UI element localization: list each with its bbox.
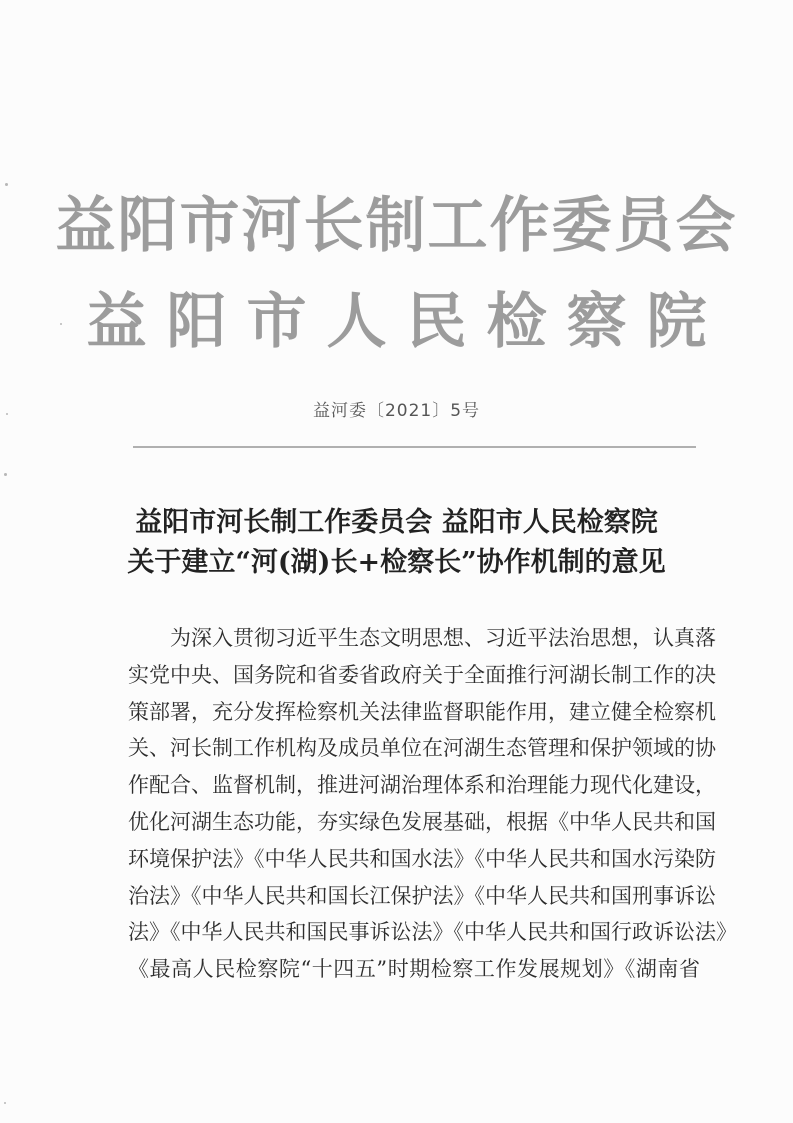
header-divider — [133, 446, 696, 448]
document-number: 益河委〔2021〕5号 — [312, 401, 481, 421]
body-paragraph — [128, 620, 737, 988]
body-line: 环境保护法》《中华人民共和国水法》《中华人民共和国水污染防 — [128, 846, 716, 871]
document-title-line-2: 关于建立“河(湖)长+检察长”协作机制的意见 — [127, 547, 666, 578]
body-line: 实党中央、国务院和省委省政府关于全面推行河湖长制工作的决 — [128, 662, 716, 687]
scan-speck — [4, 473, 7, 476]
issuing-org-heading-2: 益阳市人民检察院 — [86, 287, 727, 357]
body-line: 优化河湖生态功能，夯实绿色发展基础，根据《中华人民共和国 — [128, 809, 716, 834]
body-line: 关、河长制工作机构及成员单位在河湖生态管理和保护领域的协 — [128, 736, 716, 761]
body-line: 治法》《中华人民共和国长江保护法》《中华人民共和国刑事诉讼 — [128, 883, 716, 908]
body-line: 法》《中华人民共和国民事诉讼法》《中华人民共和国行政诉讼法》 — [128, 920, 737, 945]
body-line: 作配合、监督机制，推进河湖治理体系和治理能力现代化建设， — [128, 773, 716, 798]
body-line: 策部署，充分发挥检察机关法律监督职能作用，建立健全检察机 — [128, 699, 716, 724]
body-line: 《最高人民检察院“十四五”时期检察工作发展规划》《湖南省 — [128, 957, 700, 982]
body-line: 为深入贯彻习近平生态文明思想、习近平法治思想，认真落 — [170, 626, 716, 650]
issuing-org-heading-1: 益阳市河长制工作委员会 — [55, 191, 738, 261]
document-title-line-1: 益阳市河长制工作委员会 益阳市人民检察院 — [135, 507, 658, 538]
scan-speck — [4, 1102, 6, 1104]
